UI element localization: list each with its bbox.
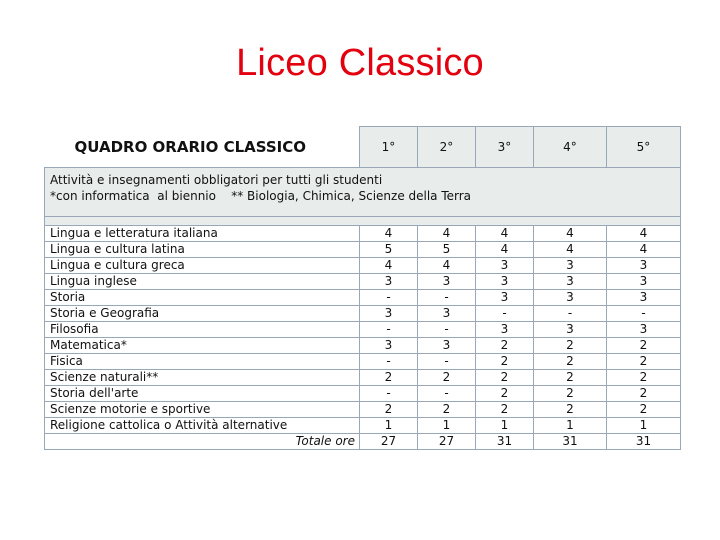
total-cell: 31 [534,434,607,450]
subject-cell: Filosofia [45,322,360,338]
total-cell: 31 [607,434,681,450]
hours-cell: 2 [476,402,534,418]
schedule-table [44,126,680,450]
total-cell: 27 [360,434,418,450]
subject-cell: Fisica [45,354,360,370]
year-4-header: 4° [534,127,607,168]
hours-cell: 5 [418,242,476,258]
slide-title: Liceo Classico [236,42,484,84]
hours-cell: 3 [607,274,681,290]
table-row [45,338,681,354]
hours-cell: 2 [607,402,681,418]
year-5-header: 5° [607,127,681,168]
hours-cell: 2 [418,402,476,418]
header-row [45,127,681,168]
hours-cell: 1 [534,418,607,434]
total-label: Totale ore [45,434,360,450]
total-cell: 27 [418,434,476,450]
hours-cell: 3 [360,338,418,354]
hours-cell: 3 [418,338,476,354]
total-cell: 31 [476,434,534,450]
table-row [45,258,681,274]
hours-cell: - [607,306,681,322]
hours-cell: 3 [607,322,681,338]
hours-cell: 2 [534,386,607,402]
hours-cell: 3 [360,306,418,322]
subject-cell: Lingua e cultura greca [45,258,360,274]
hours-cell: 4 [360,258,418,274]
hours-cell: 2 [607,386,681,402]
spacer-row [45,217,681,226]
hours-cell: 2 [476,386,534,402]
hours-cell: 2 [476,338,534,354]
hours-cell: 2 [534,354,607,370]
hours-cell: 5 [360,242,418,258]
hours-cell: 2 [534,402,607,418]
subject-cell: Lingua inglese [45,274,360,290]
table-row [45,386,681,402]
hours-cell: 3 [534,290,607,306]
subject-cell: Storia dell'arte [45,386,360,402]
intro-row [45,168,681,217]
hours-cell: 2 [476,370,534,386]
table-row [45,322,681,338]
hours-cell: - [418,322,476,338]
hours-cell: 3 [418,306,476,322]
hours-cell: 3 [607,258,681,274]
year-2-header: 2° [418,127,476,168]
hours-cell: 4 [360,226,418,242]
table-row [45,418,681,434]
table-title: QUADRO ORARIO CLASSICO [45,127,360,168]
subject-cell: Storia e Geografia [45,306,360,322]
table-row [45,306,681,322]
intro-line-1: Attività e insegnamenti obbligatori per tutti gli studenti [50,173,383,187]
hours-cell: 2 [534,338,607,354]
hours-cell: 4 [418,226,476,242]
hours-cell: 3 [476,290,534,306]
subject-cell: Lingua e cultura latina [45,242,360,258]
hours-cell: - [418,290,476,306]
subject-cell: Storia [45,290,360,306]
subject-cell: Matematica* [45,338,360,354]
year-3-header: 3° [476,127,534,168]
hours-cell: 2 [476,354,534,370]
hours-cell: - [360,322,418,338]
subject-cell: Lingua e letteratura italiana [45,226,360,242]
hours-cell: 2 [607,354,681,370]
hours-cell: - [534,306,607,322]
hours-cell: 2 [418,370,476,386]
intro-cell [45,168,681,217]
hours-cell: 2 [607,338,681,354]
table-row [45,290,681,306]
hours-cell: 2 [360,370,418,386]
hours-cell: - [360,386,418,402]
total-row [45,434,681,450]
hours-cell: 1 [476,418,534,434]
hours-cell: - [476,306,534,322]
hours-cell: 4 [534,242,607,258]
hours-cell: - [418,386,476,402]
hours-cell: 4 [607,226,681,242]
hours-cell: 4 [476,242,534,258]
subject-cell: Scienze naturali** [45,370,360,386]
hours-cell: 4 [607,242,681,258]
table-row [45,274,681,290]
hours-cell: 1 [607,418,681,434]
hours-cell: 3 [476,322,534,338]
table-row [45,226,681,242]
subject-cell: Scienze motorie e sportive [45,402,360,418]
hours-cell: 4 [476,226,534,242]
table-row [45,370,681,386]
subject-cell: Religione cattolica o Attività alternative [45,418,360,434]
hours-cell: 4 [418,258,476,274]
hours-cell: 1 [418,418,476,434]
hours-cell: 1 [360,418,418,434]
hours-cell: 3 [418,274,476,290]
table-row [45,354,681,370]
hours-cell: 3 [476,258,534,274]
hours-cell: 3 [534,322,607,338]
hours-cell: 4 [534,226,607,242]
hours-cell: 2 [607,370,681,386]
hours-cell: 2 [534,370,607,386]
spacer-cell [45,217,681,226]
hours-cell: - [418,354,476,370]
intro-line-2: *con informatica al biennio ** Biologia, Chimica, Scienze della Terra [50,189,472,203]
table-row [45,242,681,258]
table-row [45,402,681,418]
hours-cell: - [360,290,418,306]
hours-cell: 3 [607,290,681,306]
hours-cell: - [360,354,418,370]
hours-cell: 3 [534,274,607,290]
hours-cell: 3 [360,274,418,290]
year-1-header: 1° [360,127,418,168]
hours-cell: 3 [476,274,534,290]
hours-cell: 2 [360,402,418,418]
hours-cell: 3 [534,258,607,274]
